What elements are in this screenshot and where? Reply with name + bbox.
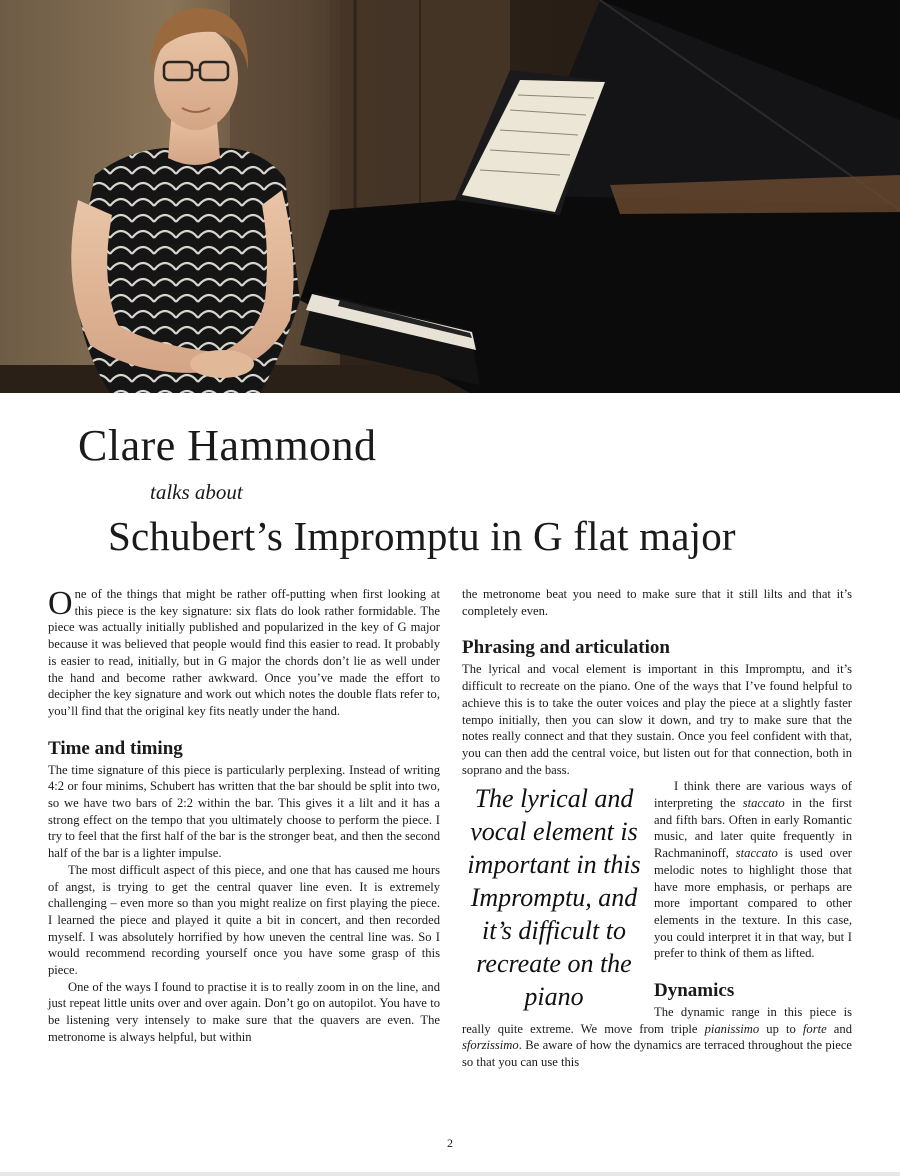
intro-paragraph [48,586,440,720]
article-title: Schubert’s Impromptu in G flat major [108,513,736,559]
dynamics-text-d: . Be aware of how the dynamics are terraced throughout the piece so that you can use this [462,1038,852,1070]
heading-phrasing-and-articulation: Phrasing and articulation [462,637,670,659]
phrasing-text-2c: is used over melodic notes to highlight those that have more emphasis, or perhaps are more important compared to other elements in the texture. In this case, you could interpret it in that way, but I prefer to think of them as lifted. [654,846,853,961]
pianist-photo-illustration [0,0,900,393]
time-paragraph-1: The time signature of this piece is particularly perplexing. Instead of writing 4:2 or four minims, Schubert has written that the bar should be split into two, so we have two bars of 2:2 within the bar. This gives it a lilt and it has a strong effect on the tempo that you ultimately choose to perform the piece. I try to feel that the first half of the bar is the stronger beat, and then the second half of the bar is a lighter impulse. [48,762,440,861]
phrasing-text-2b: in the first and fifth bars. Often in early Romantic music, and later quite frequently in Rachmaninoff, [654,796,852,861]
pull-quote: The lyrical and vocal element is important in this Impromptu, and it’s difficult to recreate on the piano [467,784,641,1012]
heading-time-and-timing: Time and timing [48,737,183,759]
dynamics-text-a: The dynamic range in this piece is really quite extreme. We move from triple [462,1005,852,1036]
pianissimo-term: pianissimo [704,1021,760,1036]
talks-about-label: talks about [150,480,243,504]
staccato-term-1: staccato [742,796,785,811]
intro-text: ne of the things that might be rather off-putting when first looking at this piece is the key signature: six flats do look rather formidable. The piece was actually initially published and popularized in the key of G major because it was believed that people would find this easier to read. It probably is easier to read, initially, but in G major the chords don’t lie as well under the hand and become rather awkward. Once you’ve made the effort to decipher the key signature and work out which notes the double flats refer to, you’ll find that the original key fits neatly under the hand. [48,587,440,718]
author-name: Clare Hammond [78,421,377,470]
dynamics-paragraph-1 [462,1004,852,1071]
time-paragraph-2: The most difficult aspect of this piece, and one that has caused me hours of angst, is trying to get the central quaver line even. It is extremely challenging – even more so than you might realize on first playing the piece. I learned the piece and played it quite a bit in concert, and then recorded myself. I was absolutely horrified by how uneven the central line was. So I would recommend recording yourself once you have some grasp of this piece. [48,862,440,978]
hero-photo [0,0,900,393]
drop-cap: O [48,585,73,622]
time-paragraph-3: One of the ways I found to practise it is to really zoom in on the line, and just repeat little units over and over again. Don’t go on autopilot. You have to be listening very intensely to make sure that the quavers are even. The metronome is always helpful, but within [48,979,440,1044]
heading-dynamics: Dynamics [654,980,735,1002]
phrasing-paragraph-1 [462,661,852,778]
left-column [48,586,440,1046]
time-paragraph-3-continued: the metronome beat you need to make sure that it still lilts and that it’s completely even. [462,587,852,618]
forte-term: forte [802,1021,827,1036]
dynamics-text-c: and [826,1021,852,1036]
phrasing-text-2a: I think there are various ways of interpreting the [654,779,852,811]
phrasing-text-1: The lyrical and vocal element is important in this Impromptu, and it’s difficult to recreate on the piano. One of the ways that I’ve found helpful to achieve this is to take the outer voices and play the piece at a slightly faster tempo initially, then you can slow it down, and try to make sure that the notes really connect and that they sustain. Once you feel confident with that, you can then add the central voice, but listen out for that connection, both in soprano and the bass. [462,662,852,777]
right-column [462,586,852,1071]
sforzissimo-term: sforzissimo [462,1038,519,1053]
page-bottom-edge [0,1172,900,1176]
page-number: 2 [447,1136,453,1150]
staccato-term-2: staccato [735,846,778,861]
dynamics-text-b: up to [759,1021,803,1036]
